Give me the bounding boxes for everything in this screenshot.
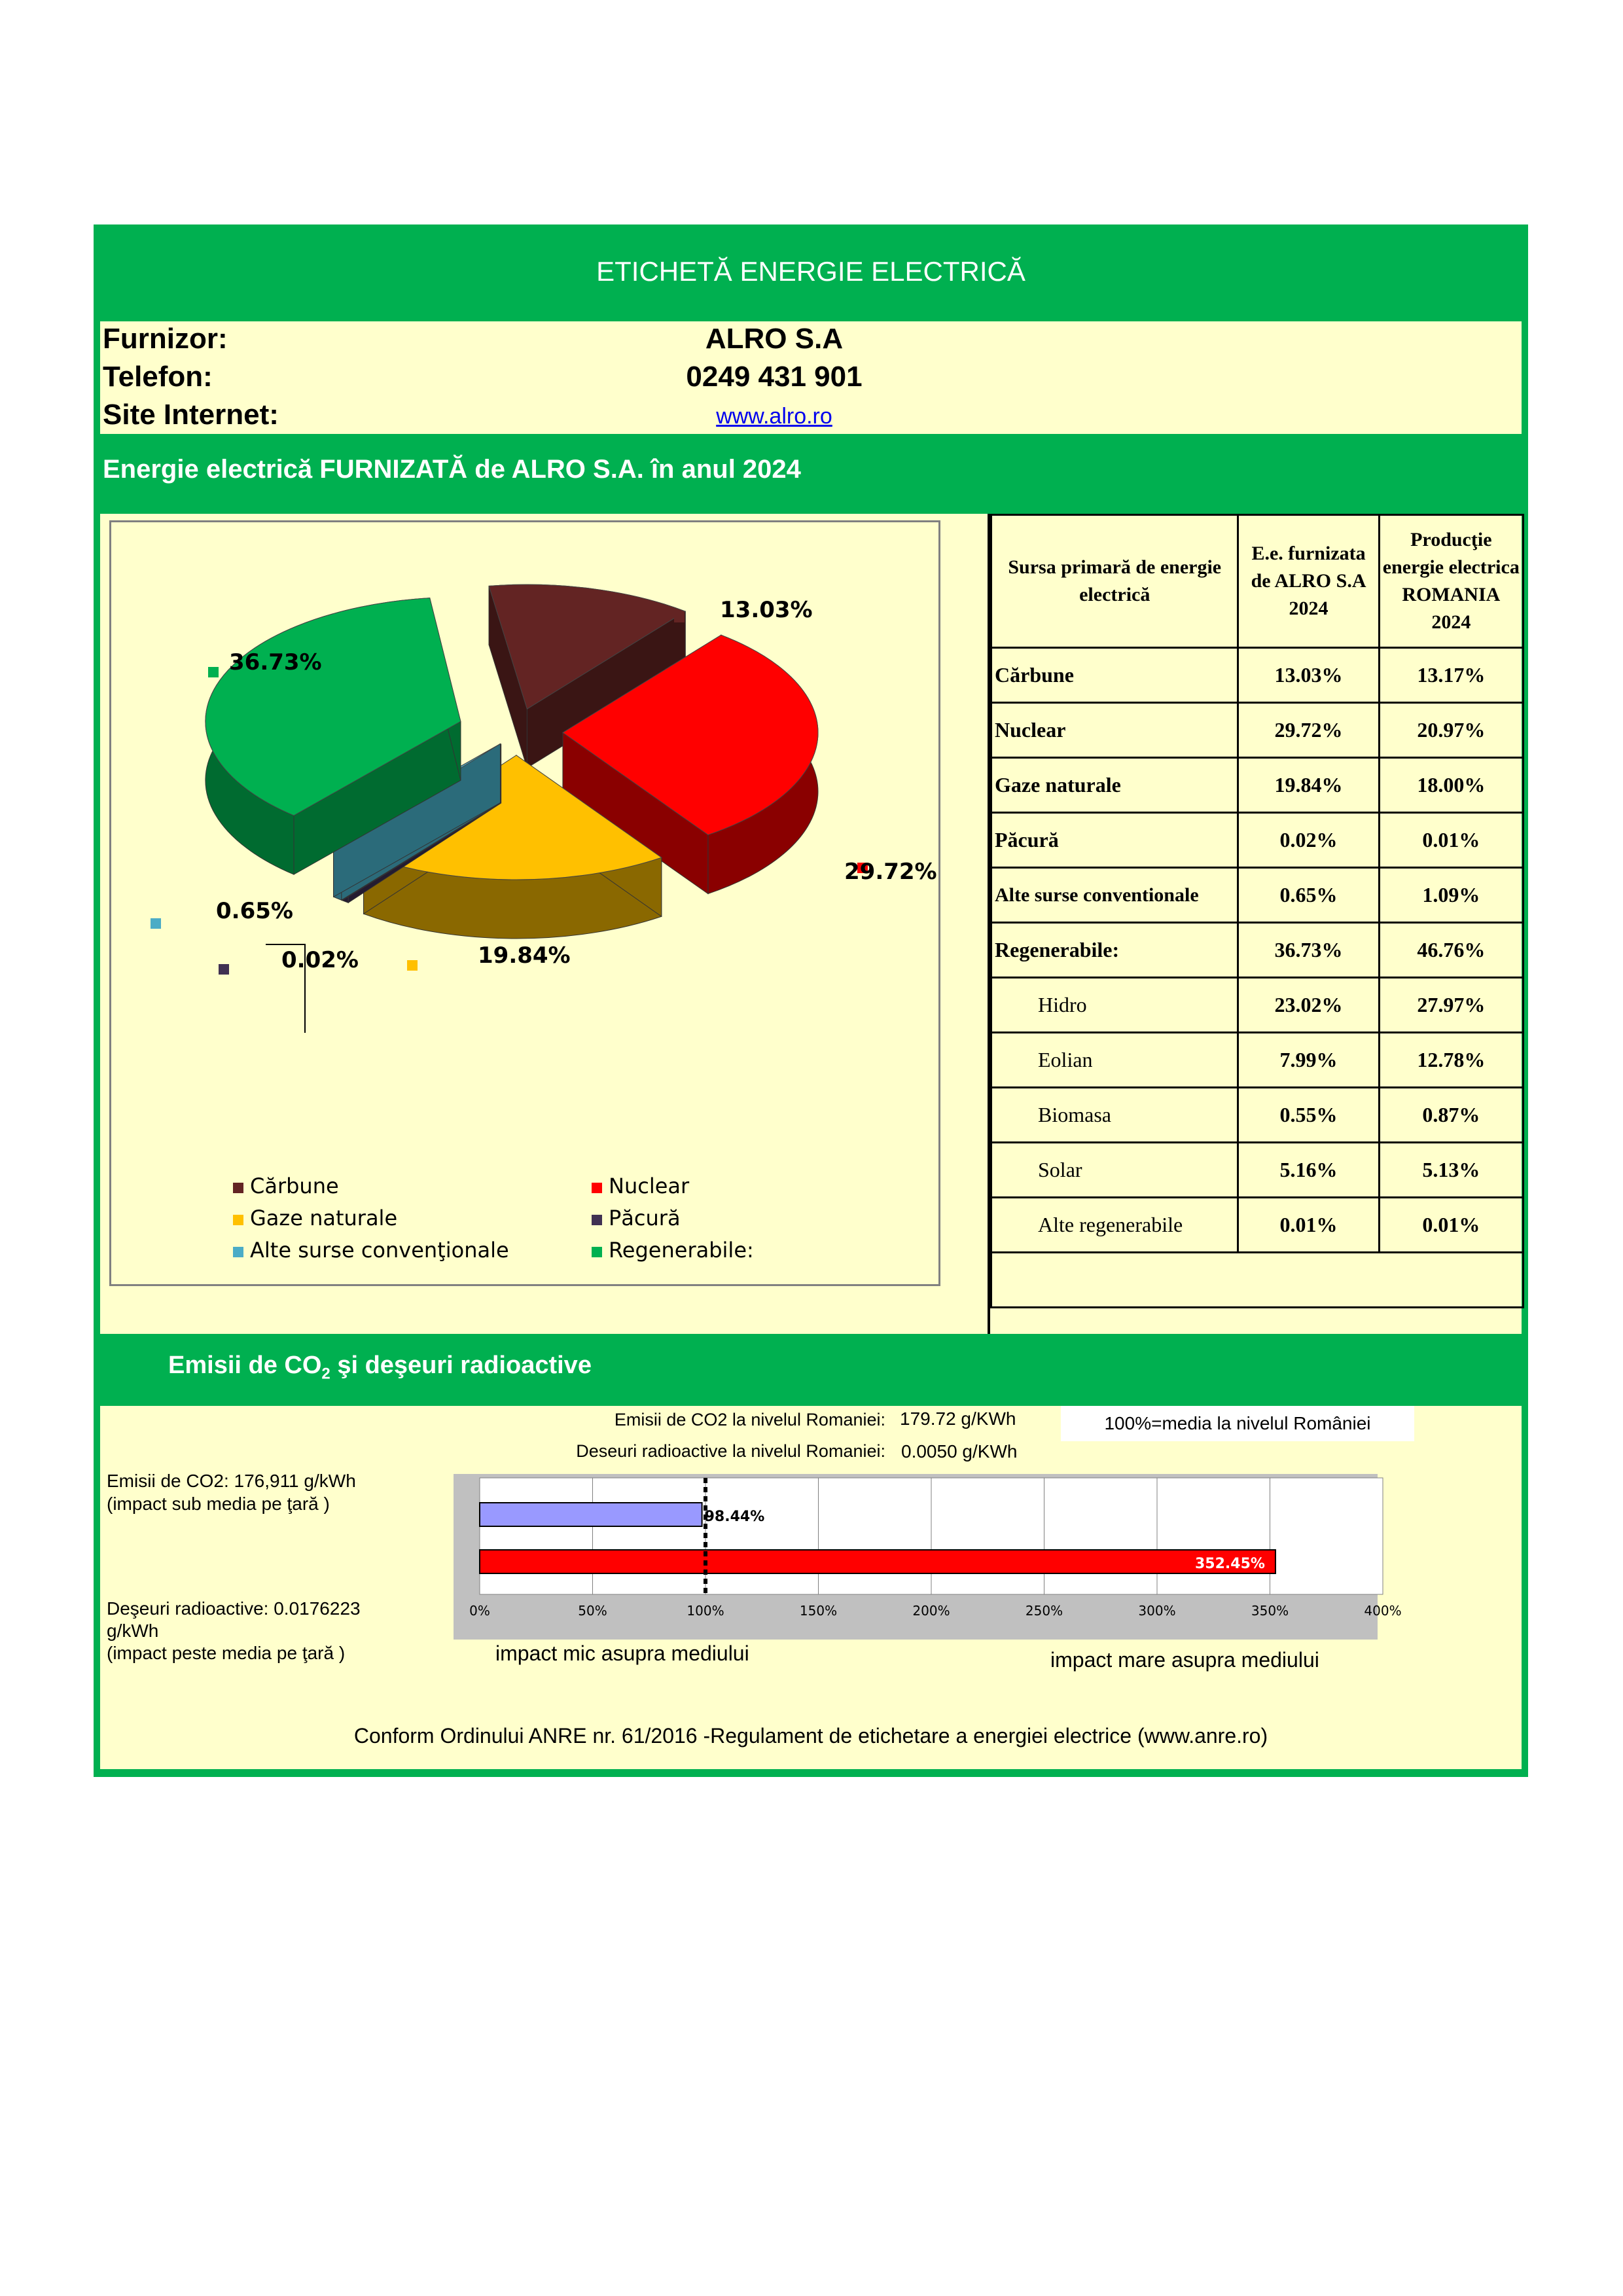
row-name: Eolian: [991, 1033, 1238, 1088]
label-title: ETICHETĂ ENERGIE ELECTRICĂ: [596, 256, 1026, 287]
table-row: [991, 923, 1524, 978]
bar-tick-label: 400%: [1364, 1603, 1402, 1619]
row-name: Biomasa: [991, 1088, 1238, 1143]
co2-value-text: Emisii de CO2: 176,911 g/kWh: [107, 1471, 356, 1491]
average-note: 100%=media la nivelul României: [1061, 1406, 1414, 1441]
table-header-row: [991, 515, 1524, 648]
impact-high-label: impact mare asupra mediului: [1050, 1648, 1319, 1672]
supplier-info: [100, 321, 1522, 434]
impact-bar-label: 352.45%: [1194, 1556, 1265, 1572]
row-alro: 36.73%: [1238, 923, 1379, 978]
impact-bar: [480, 1503, 702, 1526]
row-name: Păcură: [991, 813, 1238, 868]
legend-label: Alte surse convenţionale: [250, 1238, 509, 1263]
row-romania: 46.76%: [1379, 923, 1523, 978]
row-romania: 27.97%: [1379, 978, 1523, 1033]
pie-label-marker: [208, 667, 219, 677]
impact-low-label: impact mic asupra mediului: [495, 1641, 749, 1665]
row-alro: 0.65%: [1238, 868, 1379, 923]
furnizor-label: Furnizor:: [103, 323, 228, 355]
pie-data-label: 19.84%: [478, 942, 571, 969]
impact-bar: [480, 1550, 1275, 1573]
pie-data-label: 36.73%: [229, 649, 322, 675]
pie-chart: [109, 520, 940, 1286]
co2-impact-text: (impact sub media pe ţară ): [107, 1494, 330, 1514]
row-alro: 19.84%: [1238, 758, 1379, 813]
row-name: Solar: [991, 1143, 1238, 1198]
legend-label: Nuclear: [609, 1174, 690, 1198]
table-row: [991, 1253, 1524, 1308]
row-alro: 0.55%: [1238, 1088, 1379, 1143]
bar-tick-label: 50%: [578, 1603, 607, 1619]
bar-tick-label: 150%: [799, 1603, 838, 1619]
co2-romania-value: 179.72 g/KWh: [900, 1408, 1016, 1429]
row-alro: 29.72%: [1238, 703, 1379, 758]
pie-chart-svg: [111, 522, 938, 1284]
row-name: Gaze naturale: [991, 758, 1238, 813]
table-row: [991, 1088, 1524, 1143]
row-name: Regenerabile:: [991, 923, 1238, 978]
row-name: Alte regenerabile: [991, 1198, 1238, 1253]
bar-tick-label: 100%: [687, 1603, 724, 1619]
pie-label-marker: [151, 918, 161, 929]
table-row: [991, 1033, 1524, 1088]
pie-label-marker: [219, 964, 229, 975]
co2-romania-label: Emisii de CO2 la nivelul Romaniei:: [614, 1410, 885, 1429]
supply-section: [100, 514, 1522, 1334]
table-header-romania: Producţie energie electrica ROMANIA 2024: [1379, 515, 1523, 648]
table-row: [991, 758, 1524, 813]
impact-bar-label: 98.44%: [704, 1509, 765, 1525]
row-romania: 12.78%: [1379, 1033, 1523, 1088]
emissions-section: [100, 1406, 1522, 1769]
bar-tick-label: 200%: [912, 1603, 950, 1619]
legend-swatch: [233, 1247, 243, 1257]
rad-unit-text: g/kWh: [107, 1621, 159, 1641]
pie-data-label: 0.02%: [281, 947, 359, 973]
row-alro: 23.02%: [1238, 978, 1379, 1033]
row-romania: 20.97%: [1379, 703, 1523, 758]
row-name: Nuclear: [991, 703, 1238, 758]
table-row: [991, 703, 1524, 758]
row-romania: 0.87%: [1379, 1088, 1523, 1143]
row-alro: 13.03%: [1238, 648, 1379, 703]
pie-data-label: 13.03%: [720, 597, 813, 623]
row-name: Cărbune: [991, 648, 1238, 703]
site-link[interactable]: www.alro.ro: [716, 404, 832, 429]
footer-regulation: Conform Ordinului ANRE nr. 61/2016 -Regulament de etichetare a energiei electrice (www.anre.ro): [353, 1724, 1268, 1748]
row-alro: 0.01%: [1238, 1198, 1379, 1253]
energy-label: [94, 224, 1528, 1777]
table-row: [991, 868, 1524, 923]
section-title: Energie electrică FURNIZATĂ de ALRO S.A. în anul 2024: [103, 455, 801, 484]
row-romania: 5.13%: [1379, 1143, 1523, 1198]
table-header-alro: E.e. furnizata de ALRO S.A 2024: [1238, 515, 1379, 648]
legend-label: Cărbune: [250, 1174, 339, 1198]
rad-romania-label: Deseuri radioactive la nivelul Romaniei:: [576, 1441, 885, 1461]
table-row: [991, 978, 1524, 1033]
legend-label: Regenerabile:: [609, 1238, 754, 1263]
rad-impact-text: (impact peste media pe ţară ): [107, 1643, 346, 1663]
legend-swatch: [233, 1183, 243, 1193]
emissions-title: Emisii de $CO_2$ şi deşeuri radioactive: [168, 1352, 592, 1383]
row-alro: 5.16%: [1238, 1143, 1379, 1198]
site-label: Site Internet:: [103, 399, 279, 431]
impact-bar-chart: [454, 1474, 1402, 1640]
row-romania: 18.00%: [1379, 758, 1523, 813]
row-romania: 13.17%: [1379, 648, 1523, 703]
pie-label-marker: [407, 960, 418, 971]
bar-tick-label: 300%: [1138, 1603, 1176, 1619]
source-table: [988, 514, 1522, 1334]
table-row: [991, 813, 1524, 868]
table-row: [991, 1198, 1524, 1253]
legend-swatch: [592, 1183, 602, 1193]
telefon-value: 0249 431 901: [686, 361, 863, 393]
row-romania: 0.01%: [1379, 1198, 1523, 1253]
row-alro: 7.99%: [1238, 1033, 1379, 1088]
table-row: [991, 1143, 1524, 1198]
bar-tick-label: 250%: [1025, 1603, 1063, 1619]
row-romania: 1.09%: [1379, 868, 1523, 923]
legend-swatch: [592, 1247, 602, 1257]
row-alro: 0.02%: [1238, 813, 1379, 868]
table-row: [991, 648, 1524, 703]
pie-data-label: 29.72%: [844, 859, 937, 885]
row-name: Hidro: [991, 978, 1238, 1033]
legend-swatch: [233, 1215, 243, 1225]
row-name: Alte surse conventionale: [991, 868, 1238, 923]
bar-tick-label: 0%: [469, 1603, 490, 1619]
pie-data-label: 0.65%: [216, 898, 293, 924]
pie-label-marker: [674, 612, 685, 622]
table-header-source: Sursa primară de energie electrică: [991, 515, 1238, 648]
rad-romania-value: 0.0050 g/KWh: [901, 1441, 1018, 1462]
impact-bar-chart-svg: [454, 1474, 1402, 1640]
furnizor-value: ALRO S.A: [705, 323, 844, 355]
legend-label: Gaze naturale: [250, 1206, 398, 1230]
legend-swatch: [592, 1215, 602, 1225]
row-romania: 0.01%: [1379, 813, 1523, 868]
legend-label: Păcură: [609, 1206, 681, 1230]
rad-value-text: Deşeuri radioactive: 0.0176223: [107, 1598, 361, 1619]
telefon-label: Telefon:: [103, 361, 213, 393]
bar-tick-label: 350%: [1251, 1603, 1289, 1619]
